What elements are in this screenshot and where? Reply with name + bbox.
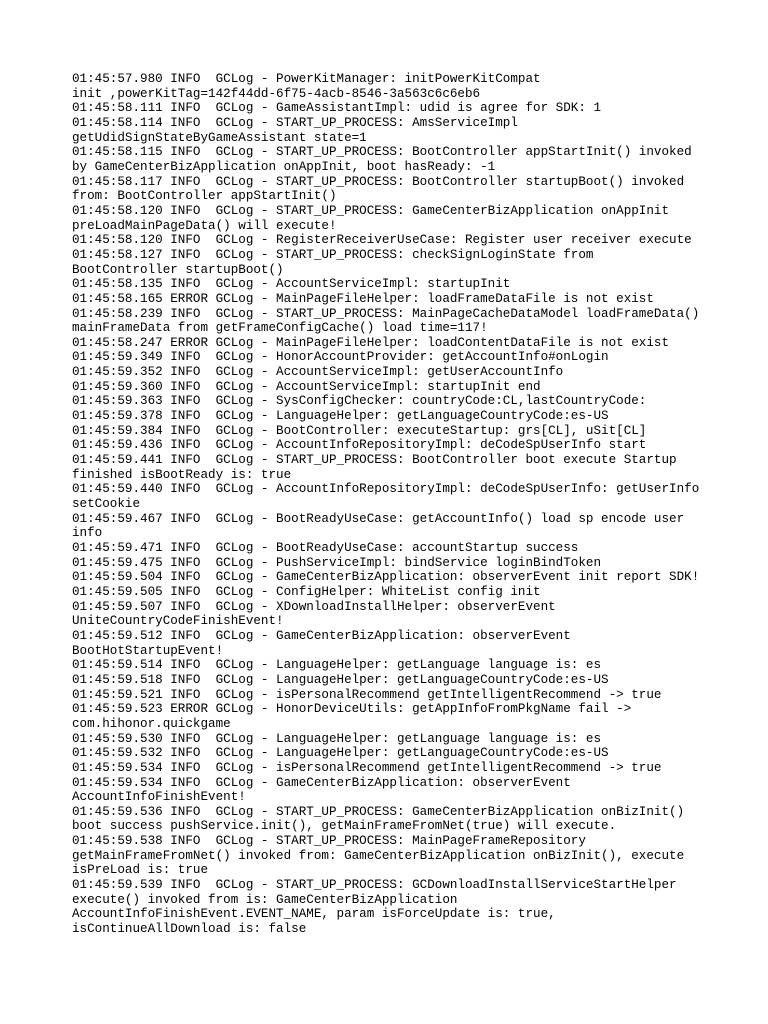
log-line: 01:45:59.349 INFO GCLog - HonorAccountProvider: getAccountInfo#onLogin	[72, 350, 609, 365]
log-line: 01:45:58.117 INFO GCLog - START_UP_PROCESS: BootController startupBoot() invoked	[72, 174, 685, 189]
log-line: 01:45:58.165 ERROR GCLog - MainPageFileHelper: loadFrameDataFile is not exist	[72, 291, 654, 306]
log-line: 01:45:59.530 INFO GCLog - LanguageHelper: getLanguage language is: es	[72, 731, 602, 746]
log-line: 01:45:58.111 INFO GCLog - GameAssistantImpl: udid is agree for SDK: 1	[72, 101, 602, 116]
log-line: getMainFrameFromNet() invoked from: GameCenterBizApplication onBizInit(), execute	[72, 848, 685, 863]
log-line: 01:45:59.440 INFO GCLog - AccountInfoRepositoryImpl: deCodeSpUserInfo: getUserInfo	[72, 482, 700, 497]
log-line: 01:45:59.514 INFO GCLog - LanguageHelper: getLanguage language is: es	[72, 658, 602, 673]
log-line: 01:45:59.471 INFO GCLog - BootReadyUseCase: accountStartup success	[72, 541, 579, 555]
log-line: 01:45:58.114 INFO GCLog - START_UP_PROCESS: AmsServiceImpl	[72, 115, 518, 130]
log-line: setCookie	[72, 497, 141, 512]
log-line: 01:45:59.534 INFO GCLog - GameCenterBizApplication: observerEvent	[72, 775, 571, 790]
log-line: 01:45:59.538 INFO GCLog - START_UP_PROCESS: MainPageFrameRepository	[72, 834, 586, 849]
log-line: 01:45:58.247 ERROR GCLog - MainPageFileHelper: loadContentDataFile is not exist	[72, 335, 670, 350]
log-line: 01:45:58.127 INFO GCLog - START_UP_PROCESS: checkSignLoginState from	[72, 247, 594, 262]
log-line: preLoadMainPageData() will execute!	[72, 218, 337, 233]
log-line: 01:45:59.536 INFO GCLog - START_UP_PROCESS: GameCenterBizApplication onBizInit()	[72, 804, 685, 819]
log-line: 01:45:59.505 INFO GCLog - ConfigHelper: WhiteList config init	[72, 584, 541, 599]
log-line: 01:45:59.360 INFO GCLog - AccountServiceImpl: startupInit end	[72, 379, 541, 394]
log-line: info	[72, 526, 103, 541]
log-line: 01:45:59.539 INFO GCLog - START_UP_PROCESS: GCDownloadInstallServiceStartHelper	[72, 878, 677, 893]
log-line: 01:45:58.115 INFO GCLog - START_UP_PROCESS: BootController appStartInit() invoked	[72, 145, 692, 160]
log-line: 01:45:59.475 INFO GCLog - PushServiceImpl: bindService loginBindToken	[72, 555, 602, 570]
log-line: init ,powerKitTag=142f44dd-6f75-4acb-8546-3a563c6c6eb6	[72, 86, 481, 101]
log-document	[72, 72, 712, 937]
log-line: 01:45:58.120 INFO GCLog - START_UP_PROCESS: GameCenterBizApplication onAppInit	[72, 203, 670, 218]
log-line: 01:45:59.534 INFO GCLog - isPersonalRecommend getIntelligentRecommend -> true	[72, 760, 662, 775]
log-line: 01:45:59.504 INFO GCLog - GameCenterBizApplication: observerEvent init report SDK!	[72, 570, 700, 585]
log-line: 01:45:59.436 INFO GCLog - AccountInfoRepositoryImpl: deCodeSpUserInfo start	[72, 438, 647, 453]
log-line: execute() invoked from is: GameCenterBizApplication	[72, 892, 458, 907]
log-line: 01:45:59.467 INFO GCLog - BootReadyUseCase: getAccountInfo() load sp encode user	[72, 511, 685, 526]
log-line: 01:45:59.532 INFO GCLog - LanguageHelper: getLanguageCountryCode:es-US	[72, 746, 609, 761]
log-line: 01:45:59.378 INFO GCLog - LanguageHelper: getLanguageCountryCode:es-US	[72, 409, 609, 424]
log-line: BootHotStartupEvent!	[72, 643, 224, 658]
log-line: 01:45:58.135 INFO GCLog - AccountServiceImpl: startupInit	[72, 277, 511, 292]
log-line: from: BootController appStartInit()	[72, 189, 337, 204]
log-line: 01:45:59.507 INFO GCLog - XDownloadInstallHelper: observerEvent	[72, 599, 556, 614]
log-line: getUdidSignStateByGameAssistant state=1	[72, 130, 367, 145]
log-line: 01:45:59.384 INFO GCLog - BootController: executeStartup: grs[CL], uSit[CL]	[72, 423, 647, 438]
log-line: 01:45:59.352 INFO GCLog - AccountServiceImpl: getUserAccountInfo	[72, 365, 564, 380]
log-line: com.hihonor.quickgame	[72, 716, 231, 731]
log-body	[72, 72, 712, 937]
log-line: 01:45:59.512 INFO GCLog - GameCenterBizApplication: observerEvent	[72, 628, 571, 643]
log-line: mainFrameData from getFrameConfigCache() load time=117!	[72, 321, 488, 336]
log-line: 01:45:58.239 INFO GCLog - START_UP_PROCESS: MainPageCacheDataModel loadFrameData()	[72, 306, 700, 321]
log-line: isPreLoad is: true	[72, 863, 209, 878]
log-line: 01:45:57.980 INFO GCLog - PowerKitManager: initPowerKitCompat	[72, 72, 541, 86]
log-line: AccountInfoFinishEvent.EVENT_NAME, param isForceUpdate is: true,	[72, 907, 556, 922]
log-line: AccountInfoFinishEvent!	[72, 790, 246, 805]
log-line: 01:45:59.441 INFO GCLog - START_UP_PROCESS: BootController boot execute Startup	[72, 453, 677, 468]
log-line: 01:45:59.518 INFO GCLog - LanguageHelper: getLanguageCountryCode:es-US	[72, 672, 609, 687]
log-line: boot success pushService.init(), getMainFrameFromNet(true) will execute.	[72, 819, 617, 834]
log-line: BootController startupBoot()	[72, 262, 284, 277]
log-line: finished isBootReady is: true	[72, 467, 292, 482]
log-line: UniteCountryCodeFinishEvent!	[72, 614, 284, 629]
log-line: isContinueAllDownload is: false	[72, 922, 307, 937]
log-line: 01:45:58.120 INFO GCLog - RegisterReceiverUseCase: Register user receiver execute	[72, 233, 692, 248]
log-line: 01:45:59.523 ERROR GCLog - HonorDeviceUtils: getAppInfoFromPkgName fail ->	[72, 702, 632, 717]
log-line: 01:45:59.363 INFO GCLog - SysConfigChecker: countryCode:CL,lastCountryCode:	[72, 394, 647, 409]
log-line: by GameCenterBizApplication onAppInit, boot hasReady: -1	[72, 159, 496, 174]
log-line: 01:45:59.521 INFO GCLog - isPersonalRecommend getIntelligentRecommend -> true	[72, 687, 662, 702]
